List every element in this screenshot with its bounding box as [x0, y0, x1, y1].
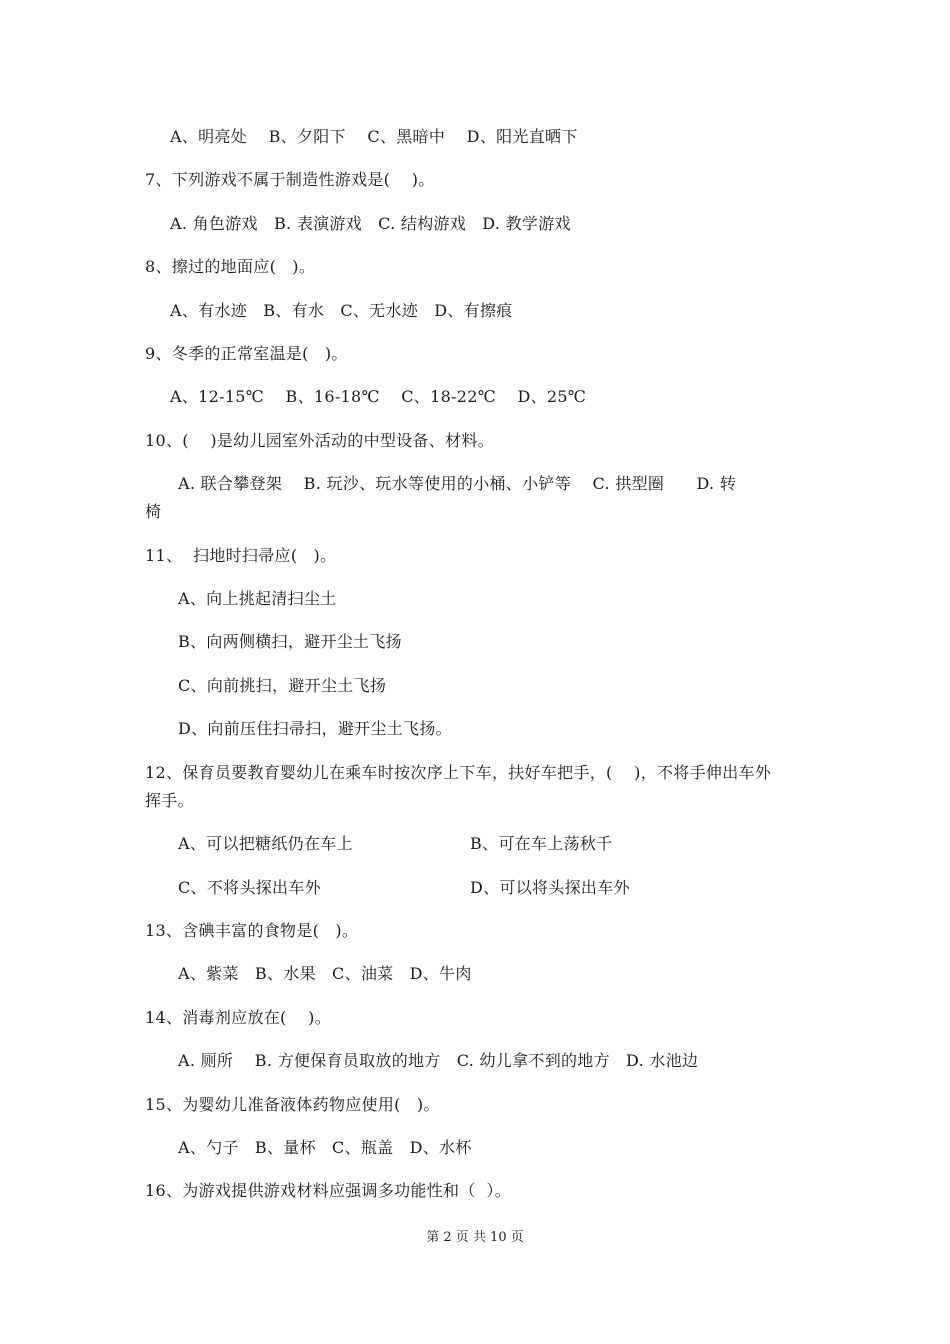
q8-question: 8、擦过的地面应( )。 [145, 257, 316, 276]
q9-question: 9、冬季的正常室温是( )。 [145, 344, 348, 363]
q11-option-b: B、向两侧横扫，避开尘土飞扬 [178, 632, 402, 651]
q8-options: A、有水迹 B、有水 C、无水迹 D、有擦痕 [170, 301, 513, 320]
q7-question: 7、下列游戏不属于制造性游戏是( )。 [145, 170, 435, 189]
q12-option-b: B、可在车上荡秋千 [470, 834, 613, 853]
q13-question: 13、含碘丰富的食物是( )。 [145, 921, 359, 940]
q9-options: A、12-15℃ B、16-18℃ C、18-22℃ D、25℃ [170, 387, 587, 406]
q12-question: 12、保育员要教育婴幼儿在乘车时按次序上下车，扶好车把手，( )，不将手伸出车外 [145, 763, 772, 782]
q11-option-d: D、向前压住扫帚扫，避开尘土飞扬。 [178, 719, 452, 738]
q6-options: A、明亮处 B、夕阳下 C、黑暗中 D、阳光直晒下 [170, 127, 578, 146]
q11-option-a: A、向上挑起清扫尘土 [178, 589, 337, 608]
q12-option-a: A、可以把糖纸仍在车上 [178, 834, 353, 853]
q7-options: A. 角色游戏 B. 表演游戏 C. 结构游戏 D. 教学游戏 [170, 214, 571, 233]
q12-option-d: D、可以将头探出车外 [470, 878, 630, 897]
q10-question: 10、( )是幼儿园室外活动的中型设备、材料。 [145, 431, 494, 450]
q14-question: 14、消毒剂应放在( )。 [145, 1008, 331, 1027]
q11-question: 11、 扫地时扫帚应( )。 [145, 546, 337, 565]
q13-options: A、紫菜 B、水果 C、油菜 D、牛肉 [178, 964, 472, 983]
q10-options-wrap: 椅 [145, 502, 162, 521]
page-footer: 第 2 页 共 10 页 [426, 1230, 524, 1245]
q15-question: 15、为婴幼儿准备液体药物应使用( )。 [145, 1095, 440, 1114]
q12-question-wrap: 挥手。 [145, 791, 194, 810]
q14-options: A. 厕所 B. 方便保育员取放的地方 C. 幼儿拿不到的地方 D. 水池边 [178, 1051, 699, 1070]
q11-option-c: C、向前挑扫，避开尘土飞扬 [178, 676, 387, 695]
q15-options: A、勺子 B、量杯 C、瓶盖 D、水杯 [178, 1138, 472, 1157]
q10-options: A. 联合攀登架 B. 玩沙、玩水等使用的小桶、小铲等 C. 拱型圈 D. 转 [178, 474, 737, 493]
q16-question: 16、为游戏提供游戏材料应强调多功能性和（ ）。 [145, 1181, 512, 1200]
q12-option-c: C、不将头探出车外 [178, 878, 321, 897]
